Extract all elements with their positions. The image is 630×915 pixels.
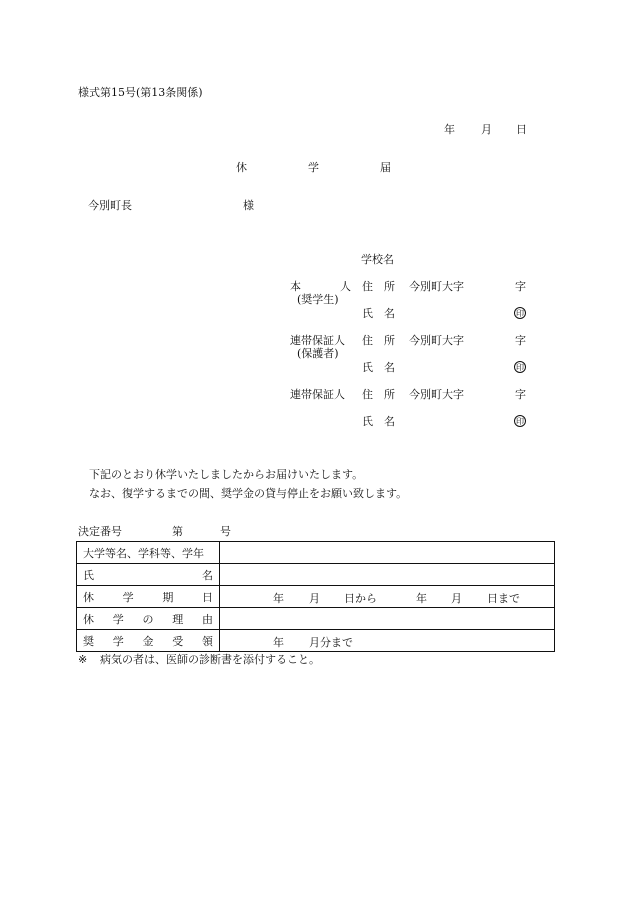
date-month: 月: [481, 123, 492, 136]
address-value: 今別町大字: [409, 280, 464, 293]
row-label: [77, 586, 220, 608]
label-char: 理: [172, 612, 184, 626]
address-value: 今別町大字: [409, 334, 464, 347]
address-label: 住 所: [362, 334, 395, 347]
role-sub-label: (奨学生): [297, 293, 339, 306]
row-value: [220, 630, 555, 652]
title-char: 休: [236, 161, 247, 174]
label-char: 氏: [83, 568, 94, 582]
label-char: 受: [172, 634, 184, 648]
table-row: [77, 542, 555, 564]
name-label: 氏 名: [362, 361, 395, 374]
name-label: 氏 名: [362, 307, 395, 320]
addressee-name: 今別町長: [88, 199, 132, 212]
label-char: 名: [202, 568, 213, 582]
date-day: 日: [516, 123, 527, 136]
role-label: 連帯保証人: [290, 388, 345, 401]
school-name-label: 学校名: [361, 253, 394, 266]
address-end: 字: [515, 280, 526, 293]
date-year: 年: [444, 123, 455, 136]
label-char: 学: [122, 590, 134, 604]
table-row: [77, 608, 555, 630]
value-part: 日まで: [487, 592, 520, 605]
role-label: 人: [340, 280, 351, 293]
row-value: [220, 586, 555, 608]
address-end: 字: [515, 388, 526, 401]
label-char: 休: [83, 590, 94, 604]
label-char: 学: [112, 634, 124, 648]
title-char: 学: [308, 161, 319, 174]
label-char: 領: [202, 634, 213, 648]
label-char: 学: [112, 612, 124, 626]
table-row: [77, 586, 555, 608]
form-number: 様式第15号(第13条関係): [78, 86, 203, 99]
row-value: [220, 564, 555, 586]
seal-icon: 印: [516, 363, 524, 372]
addressee-honorific: 様: [243, 199, 254, 212]
title-char: 届: [380, 161, 391, 174]
decision-go: 号: [220, 525, 231, 538]
row-label: [77, 630, 220, 652]
value-part: 月: [309, 592, 320, 605]
seal-icon: 印: [516, 309, 524, 318]
row-label: [77, 542, 220, 564]
row-label: [77, 608, 220, 630]
name-label: 氏 名: [362, 415, 395, 428]
row-value: [220, 542, 555, 564]
row-label: [77, 564, 220, 586]
label-text: 大学等名、学科等、学年: [83, 546, 204, 560]
label-char: 金: [142, 634, 154, 648]
label-char: の: [142, 612, 154, 626]
address-end: 字: [515, 334, 526, 347]
label-char: 由: [202, 612, 213, 626]
address-label: 住 所: [362, 280, 395, 293]
decision-dai: 第: [172, 525, 183, 538]
table-row: [77, 630, 555, 652]
note-mark: ※: [78, 653, 88, 666]
role-label: 連帯保証人: [290, 334, 345, 347]
label-char: 休: [83, 612, 94, 626]
address-label: 住 所: [362, 388, 395, 401]
value-part: 月: [451, 592, 462, 605]
role-label: 本: [290, 280, 301, 293]
label-char: 期: [162, 590, 174, 604]
note-text: 病気の者は、医師の診断書を添付すること。: [100, 653, 320, 666]
value-part: 日から: [344, 592, 377, 605]
body-line: なお、復学するまでの間、奨学金の貸与停止をお願い致します。: [89, 487, 408, 500]
value-part: 年: [273, 592, 284, 605]
value-part: 年: [416, 592, 427, 605]
row-value: [220, 608, 555, 630]
address-value: 今別町大字: [409, 388, 464, 401]
body-line: 下記のとおり休学いたしましたからお届けいたします。: [89, 468, 364, 481]
decision-label: 決定番号: [78, 525, 122, 538]
value-part: 月分まで: [309, 636, 353, 649]
table-row: [77, 564, 555, 586]
label-char: 日: [201, 590, 213, 604]
seal-icon: 印: [516, 417, 524, 426]
role-sub-label: (保護者): [297, 347, 339, 360]
label-char: 奨: [83, 634, 94, 648]
value-part: 年: [273, 636, 284, 649]
details-table: [76, 541, 555, 652]
